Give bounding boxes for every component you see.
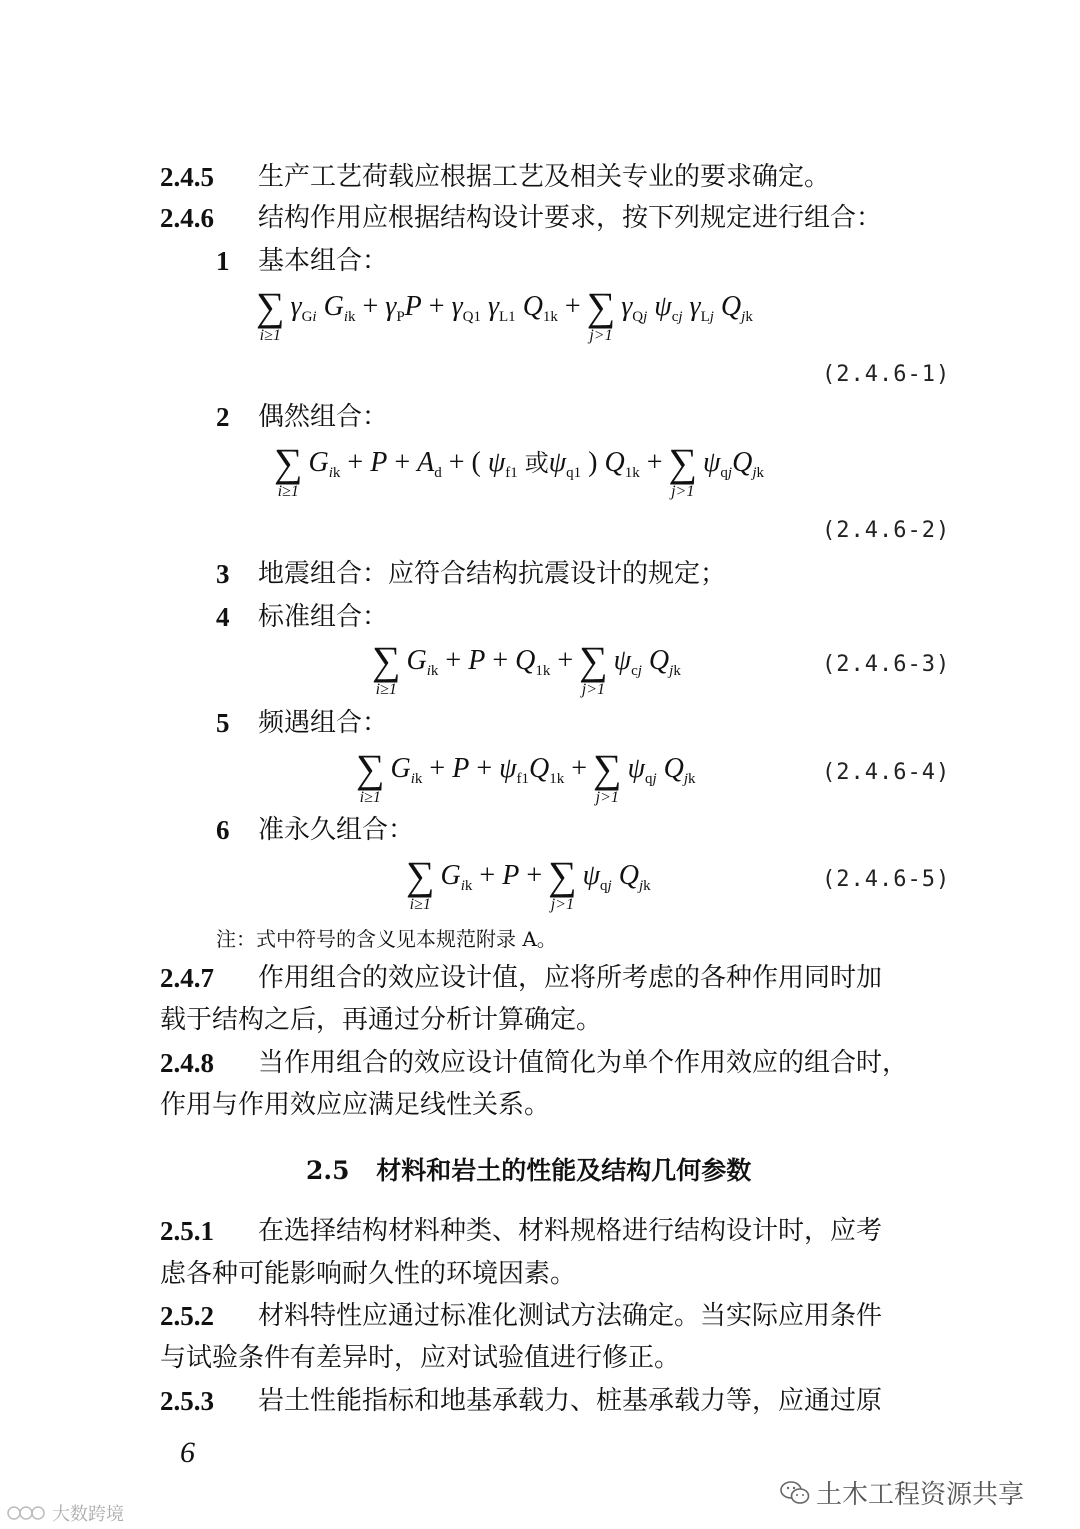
brand-logo-icon <box>6 1503 48 1523</box>
equation-number: (2.4.6-4) <box>822 760 951 785</box>
item-number: 5 <box>216 708 230 738</box>
clause-number: 2.4.6 <box>160 203 214 233</box>
clause-text: 岩土性能指标和地基承载力、桩基承载力等，应通过原 <box>258 1386 883 1416</box>
clause-2-4-8-cont: 作用与作用效应应满足线性关系。 <box>160 1090 551 1120</box>
item-label: 频遇组合： <box>258 708 389 738</box>
equation-number: (2.4.6-5) <box>822 867 951 892</box>
clause-text: 作用组合的效应设计值，应将所考虑的各种作用同时加 <box>258 963 883 993</box>
clause-text: 材料特性应通过标准化测试方法确定。当实际应用条件 <box>258 1301 883 1331</box>
sum-symbol: ∑ i≥1 <box>256 284 285 344</box>
page-number: 6 <box>180 1436 195 1469</box>
item-label: 准永久组合： <box>258 815 415 845</box>
equation-number: (2.4.6-3) <box>822 652 951 677</box>
formula-accidental-combination: ∑ i≥1 $G_{ik} + P + A_d$ + ( $\psi_{f1}$ 或$\psi_{q1}$ ) $Q_{1k}$ + ∑ j>1 $\psi_{qj}Q_{jk}$ <box>274 440 764 500</box>
watermark-brand-text: 大数跨境 <box>52 1504 124 1525</box>
equation-number: (2.4.6-1) <box>822 362 951 387</box>
formula-frequent-combination: ∑ i≥1 $G_{ik} + P + \psi_{f1}Q_{1k}$ + ∑ j>1 $\psi_{qj}$ $Q_{jk}$ <box>356 746 696 806</box>
clause-text: 结构作用应根据结构设计要求，按下列规定进行组合： <box>258 203 883 233</box>
watermark-text: 土木工程资源共享 <box>816 1480 1025 1510</box>
watermark-source <box>780 1474 1024 1511</box>
formula-characteristic-combination: ∑ i≥1 $G_{ik} + P + Q_{1k}$ + ∑ j>1 $\psi_{cj}$ $Q_{jk}$ <box>372 638 681 698</box>
section-number: 2.5 <box>306 1156 350 1185</box>
watermark-brand <box>6 1500 124 1526</box>
clause-text: 当作用组合的效应设计值简化为单个作用效应的组合时， <box>258 1048 909 1078</box>
item-number: 4 <box>216 602 230 632</box>
item-number: 1 <box>216 246 230 276</box>
note: 注：式中符号的含义见本规范附录 A。 <box>216 927 557 951</box>
clause-number: 2.5.1 <box>160 1216 214 1246</box>
item-label: 标准组合： <box>258 602 389 632</box>
item-number: 6 <box>216 815 230 845</box>
clause-text: 生产工艺荷载应根据工艺及相关专业的要求确定。 <box>258 162 831 192</box>
formula-basic-combination: ∑ i≥1 $\gamma_{Gi}$ $G_{ik} + \gamma_PP + \gamma_{Q1}$ $\gamma_{L1}$ $Q_{1k}$ + ∑ j>1 $\gamma_{Qj}$ $\psi_{cj}$ $\gamma_{Lj}$ $Q_{jk}$ <box>256 284 753 344</box>
item-number: 2 <box>216 402 230 432</box>
clause-2-5-1-cont: 虑各种可能影响耐久性的环境因素。 <box>160 1259 577 1289</box>
equation-number: (2.4.6-2) <box>822 518 951 543</box>
clause-number: 2.4.7 <box>160 963 214 993</box>
clause-number: 2.5.3 <box>160 1386 214 1416</box>
clause-2-4-7-cont: 载于结构之后，再通过分析计算确定。 <box>160 1005 603 1035</box>
clause-2-5-2-cont: 与试验条件有差异时，应对试验值进行修正。 <box>160 1343 681 1373</box>
sum-symbol: ∑ j>1 <box>586 284 616 344</box>
clause-number: 2.4.8 <box>160 1048 214 1078</box>
item-label: 偶然组合： <box>258 402 389 432</box>
item-number: 3 <box>216 559 230 589</box>
clause-number: 2.4.5 <box>160 162 214 192</box>
item-label: 基本组合： <box>258 246 389 276</box>
section-heading <box>306 1151 751 1187</box>
item-label: 地震组合：应符合结构抗震设计的规定； <box>258 559 727 589</box>
clause-text: 在选择结构材料种类、材料规格进行结构设计时，应考 <box>258 1216 883 1246</box>
section-title: 材料和岩土的性能及结构几何参数 <box>376 1156 752 1185</box>
formula-quasi-permanent-combination: ∑ i≥1 $G_{ik} + P$ + ∑ j>1 $\psi_{qj}$ $Q_{jk}$ <box>406 853 651 913</box>
clause-number: 2.5.2 <box>160 1301 214 1331</box>
wechat-icon <box>780 1480 810 1506</box>
